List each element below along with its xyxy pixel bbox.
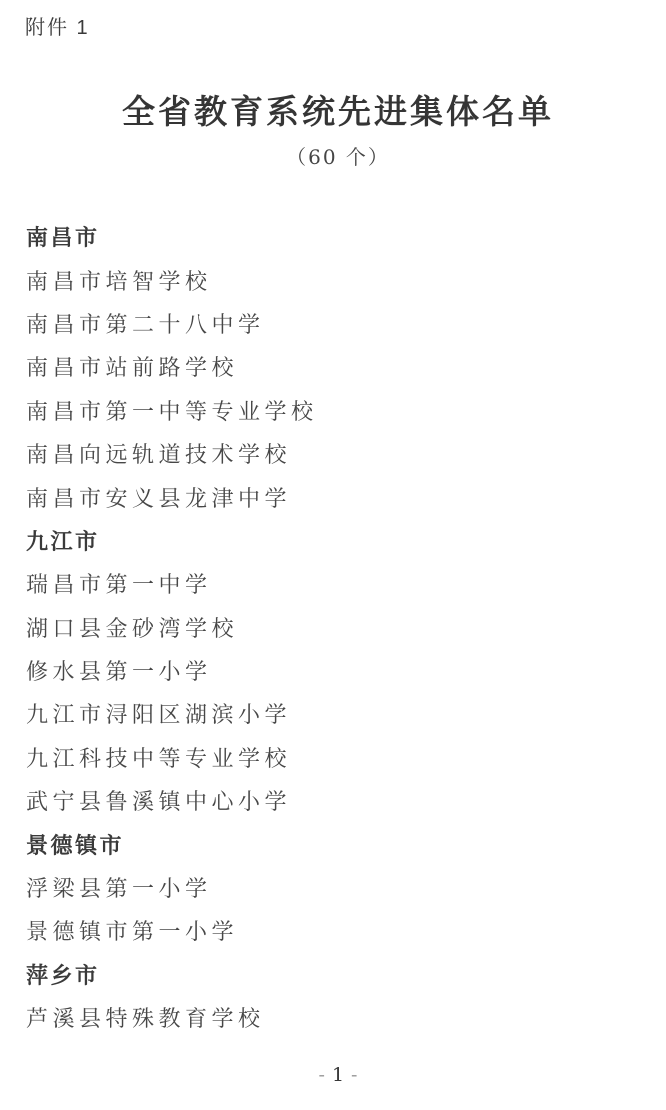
school-item: 九江市浔阳区湖滨小学	[26, 703, 292, 729]
school-item: 南昌市站前路学校	[26, 356, 239, 382]
attachment-label: 附件 1	[25, 17, 90, 39]
footer-right-dash: -	[351, 1064, 358, 1086]
city-header: 南昌市	[26, 225, 100, 251]
school-item: 南昌市第二十八中学	[26, 312, 265, 338]
school-item: 瑞昌市第一中学	[26, 573, 212, 599]
school-item: 南昌市培智学校	[26, 269, 212, 295]
school-item: 南昌市第一中等专业学校	[26, 399, 318, 425]
school-item: 景德镇市第一小学	[26, 920, 239, 946]
page-subtitle-count: （60 个）	[286, 145, 390, 169]
page-footer	[10, 1064, 666, 1086]
school-item: 武宁县鲁溪镇中心小学	[26, 790, 292, 816]
city-header: 萍乡市	[26, 962, 100, 988]
city-header: 九江市	[26, 528, 100, 554]
school-item: 南昌市安义县龙津中学	[26, 486, 292, 512]
footer-left-dash: -	[318, 1064, 325, 1086]
school-item: 修水县第一小学	[26, 660, 212, 686]
page-title: 全省教育系统先进集体名单	[122, 92, 554, 131]
city-header: 景德镇市	[26, 832, 125, 858]
school-item: 湖口县金砂湾学校	[26, 616, 239, 642]
school-item: 南昌向远轨道技术学校	[26, 443, 292, 469]
school-item: 芦溪县特殊教育学校	[26, 1007, 265, 1033]
page-number: 1	[331, 1064, 345, 1086]
school-item: 九江科技中等专业学校	[26, 746, 292, 772]
school-item: 浮梁县第一小学	[26, 877, 212, 903]
school-list	[26, 215, 650, 1039]
